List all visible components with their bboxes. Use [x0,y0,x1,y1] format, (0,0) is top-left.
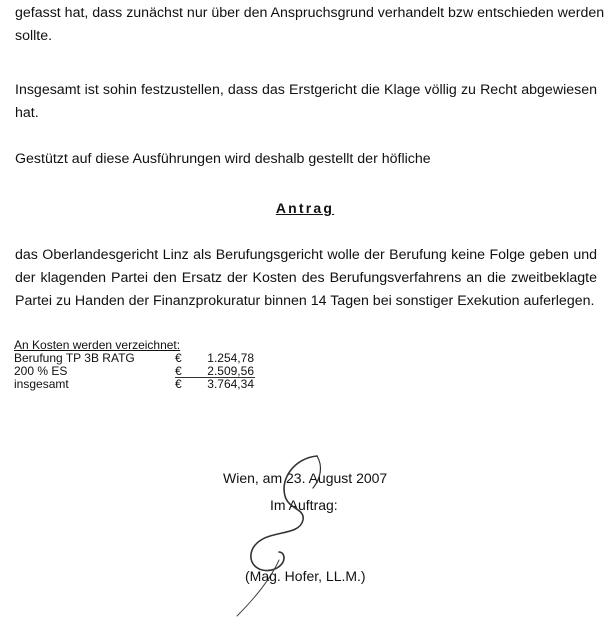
currency-symbol: € [175,364,182,378]
paragraph-request-intro [15,148,597,171]
paragraph-conclusion [15,79,597,125]
paragraph-line: gefasst hat, dass zunächst nur über den Anspruchsgrund verhandelt bzw entschieden werden [15,5,605,21]
place-date: Wien, am 23. August 2007 [223,470,388,486]
paragraph-anspruchsgrund [15,2,605,48]
cost-amount: 1.254,78 [207,351,254,365]
on-behalf-label: Im Auftrag: [270,497,338,513]
paragraph-line: Gestützt auf diese Ausführungen wird deshalb gestellt der höfliche [15,151,431,167]
currency-symbol: € [175,377,182,391]
paragraph-line: hat. [15,105,39,121]
paragraph-line: der klagenden Partei den Ersatz der Kosten des Berufungsverfahrens an die zweitbeklagte [15,270,597,286]
cost-label: insgesamt [14,377,69,391]
signatory-name: (Mag. Hofer, LL.M.) [245,568,366,584]
paragraph-line: Partei zu Handen der Finanzprokuratur binnen 14 Tagen bei sonstiger Exekution auferlegen. [15,293,595,309]
cost-listing-title: An Kosten werden verzeichnet: [14,338,181,352]
cost-amount: 3.764,34 [207,377,254,391]
paragraph-motion [15,244,597,313]
handwritten-signature [223,448,388,618]
paragraph-line: sollte. [15,28,53,44]
paragraph-line: das Oberlandesgericht Linz als Berufungsgericht wolle der Berufung keine Folge geben und [15,247,597,263]
paragraph-line: Insgesamt ist sohin festzustellen, dass das Erstgericht die Klage völlig zu Recht abgewiesen [15,82,597,98]
cost-listing [14,339,254,391]
cost-row-total [14,378,254,391]
antrag-heading: Antrag [275,200,335,216]
cost-label: Berufung TP 3B RATG [14,351,135,365]
cost-label: 200 % ES [14,364,68,378]
cost-amount: 2.509,56 [207,364,254,378]
currency-symbol: € [175,351,182,365]
